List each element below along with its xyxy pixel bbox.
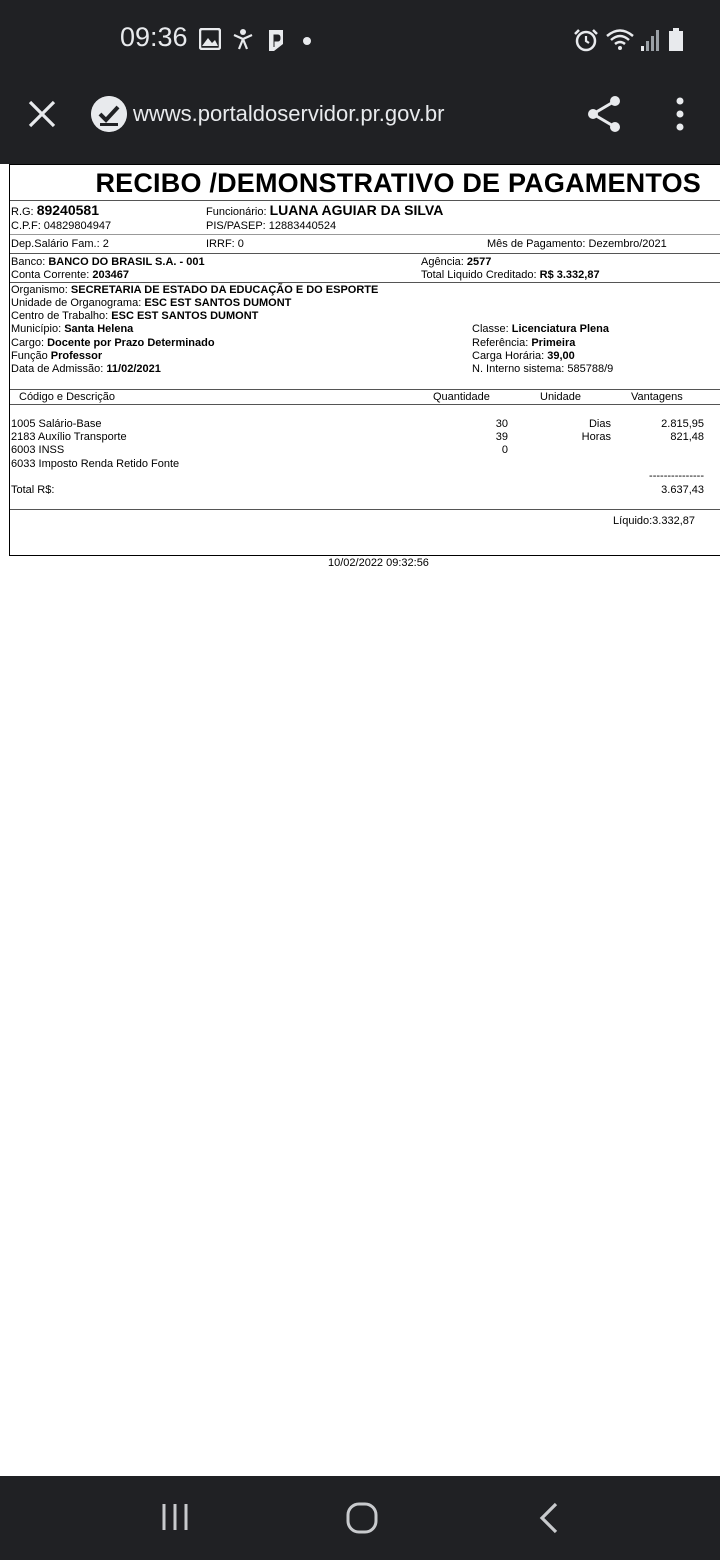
classe-field [472,323,609,336]
wifi-icon [605,28,635,52]
row-unit: Horas [581,431,611,443]
cargo-label: Cargo: [11,337,45,349]
column-header-quantidade: Quantidade [433,391,490,403]
funcao-value: Professor [50,350,103,362]
receipt-title: RECIBO /DEMONSTRATIVO DE PAGAMENTOS [95,168,701,198]
gallery-icon [199,28,221,50]
navigation-bar [0,1476,720,1560]
unidade-label: Unidade de Organograma: [11,297,142,309]
funcao-label: Função [11,350,48,362]
irrf-field: IRRF: 0 [206,238,244,250]
cargo-field [11,337,215,350]
rg-value: 89240581 [36,202,99,218]
centro-label: Centro de Trabalho: [11,310,109,322]
row-desc: 2183 Auxílio Transporte [11,431,127,443]
dep-salario-field: Dep.Salário Fam.: 2 [11,238,109,250]
divider [10,404,720,405]
classe-value: Licenciatura Plena [511,323,609,335]
liquido-value: Líquido:3.332,87 [613,515,695,527]
row-qty: 30 [495,418,508,430]
url-text[interactable]: wwws.portaldoservidor.pr.gov.br [133,101,445,126]
conta-field [11,269,129,282]
receipt-top-border [10,164,720,165]
divider [10,389,720,390]
secure-check-icon[interactable] [91,96,127,132]
banco-value: BANCO DO BRASIL S.A. - 001 [48,256,205,268]
row-value: 821,48 [670,431,704,443]
organismo-field [11,284,378,297]
mes-pagamento-field: Mês de Pagamento: Dezembro/2021 [487,238,667,250]
funcionario-field [206,204,443,219]
battery-icon [668,28,684,52]
carga-value: 39,00 [547,350,575,362]
referencia-label: Referência: [472,337,529,349]
status-bar [0,0,720,82]
municipio-label: Município: [11,323,62,335]
app-icon [232,28,254,50]
column-header-descricao: Código e Descrição [19,391,115,403]
close-icon[interactable] [22,94,62,134]
row-desc: 1005 Salário-Base [11,418,102,430]
total-liquido-label: Total Liquido Creditado: [421,269,537,281]
total-value: 3.637,43 [661,484,704,496]
carga-label: Carga Horária: [472,350,545,362]
unidade-value: ESC EST SANTOS DUMONT [144,297,292,309]
row-unit: Dias [588,418,611,430]
agencia-label: Agência: [421,256,464,268]
status-time: 09:36 [120,22,188,52]
more-vert-icon[interactable] [668,96,692,132]
referencia-field [472,337,575,350]
unidade-field [11,297,291,310]
column-header-unidade: Unidade [540,391,581,403]
print-timestamp: 10/02/2022 09:32:56 [328,557,429,569]
parking-icon [265,28,287,52]
admissao-value: 11/02/2021 [106,363,161,375]
divider [10,253,720,254]
row-desc: 6033 Imposto Renda Retido Fonte [11,458,180,470]
centro-field [11,310,258,323]
share-icon[interactable] [585,94,623,134]
alarm-icon [573,28,599,52]
row-qty: 0 [501,444,508,456]
centro-value: ESC EST SANTOS DUMONT [111,310,259,322]
funcionario-label: Funcionário: [206,206,267,218]
receipt-document [9,164,720,556]
divider [10,200,720,201]
browser-toolbar [0,82,720,164]
total-dashes: --------------- [649,470,704,482]
municipio-field [11,323,133,336]
conta-value: 203467 [92,269,130,281]
divider [10,282,720,283]
total-liquido-value: R$ 3.332,87 [539,269,600,281]
funcionario-value: LUANA AGUIAR DA SILVA [269,202,444,218]
column-header-vantagens: Vantagens [631,391,683,403]
pis-field: PIS/PASEP: 12883440524 [206,220,337,232]
back-icon[interactable] [536,1502,562,1534]
agencia-field [421,256,491,269]
banco-label: Banco: [11,256,46,268]
cargo-value: Docente por Prazo Determinado [47,337,215,349]
n-interno-field: N. Interno sistema: 585788/9 [472,363,614,375]
funcao-field [11,350,102,363]
banco-field [11,256,205,269]
total-label: Total R$: [11,484,55,496]
home-icon[interactable] [346,1502,378,1534]
conta-label: Conta Corrente: [11,269,90,281]
cpf-field: C.P.F: 04829804947 [11,220,112,232]
row-desc: 6003 INSS [11,444,65,456]
organismo-label: Organismo: [11,284,68,296]
divider [10,509,720,510]
recent-apps-icon[interactable] [160,1502,190,1532]
divider [10,234,720,235]
dot-icon [302,36,312,46]
rg-label: R.G: [11,206,34,218]
organismo-value: SECRETARIA DE ESTADO DA EDUCAÇÃO E DO ESPORTE [70,284,379,296]
referencia-value: Primeira [531,337,576,349]
row-qty: 39 [495,431,508,443]
classe-label: Classe: [472,323,509,335]
agencia-value: 2577 [466,256,492,268]
admissao-label: Data de Admissão: [11,363,104,375]
total-liquido-field [421,269,600,282]
municipio-value: Santa Helena [64,323,134,335]
row-value: 2.815,95 [661,418,704,430]
signal-icon [640,28,662,52]
rg-field [11,204,99,219]
admissao-field [11,363,161,376]
carga-horaria-field [472,350,575,363]
